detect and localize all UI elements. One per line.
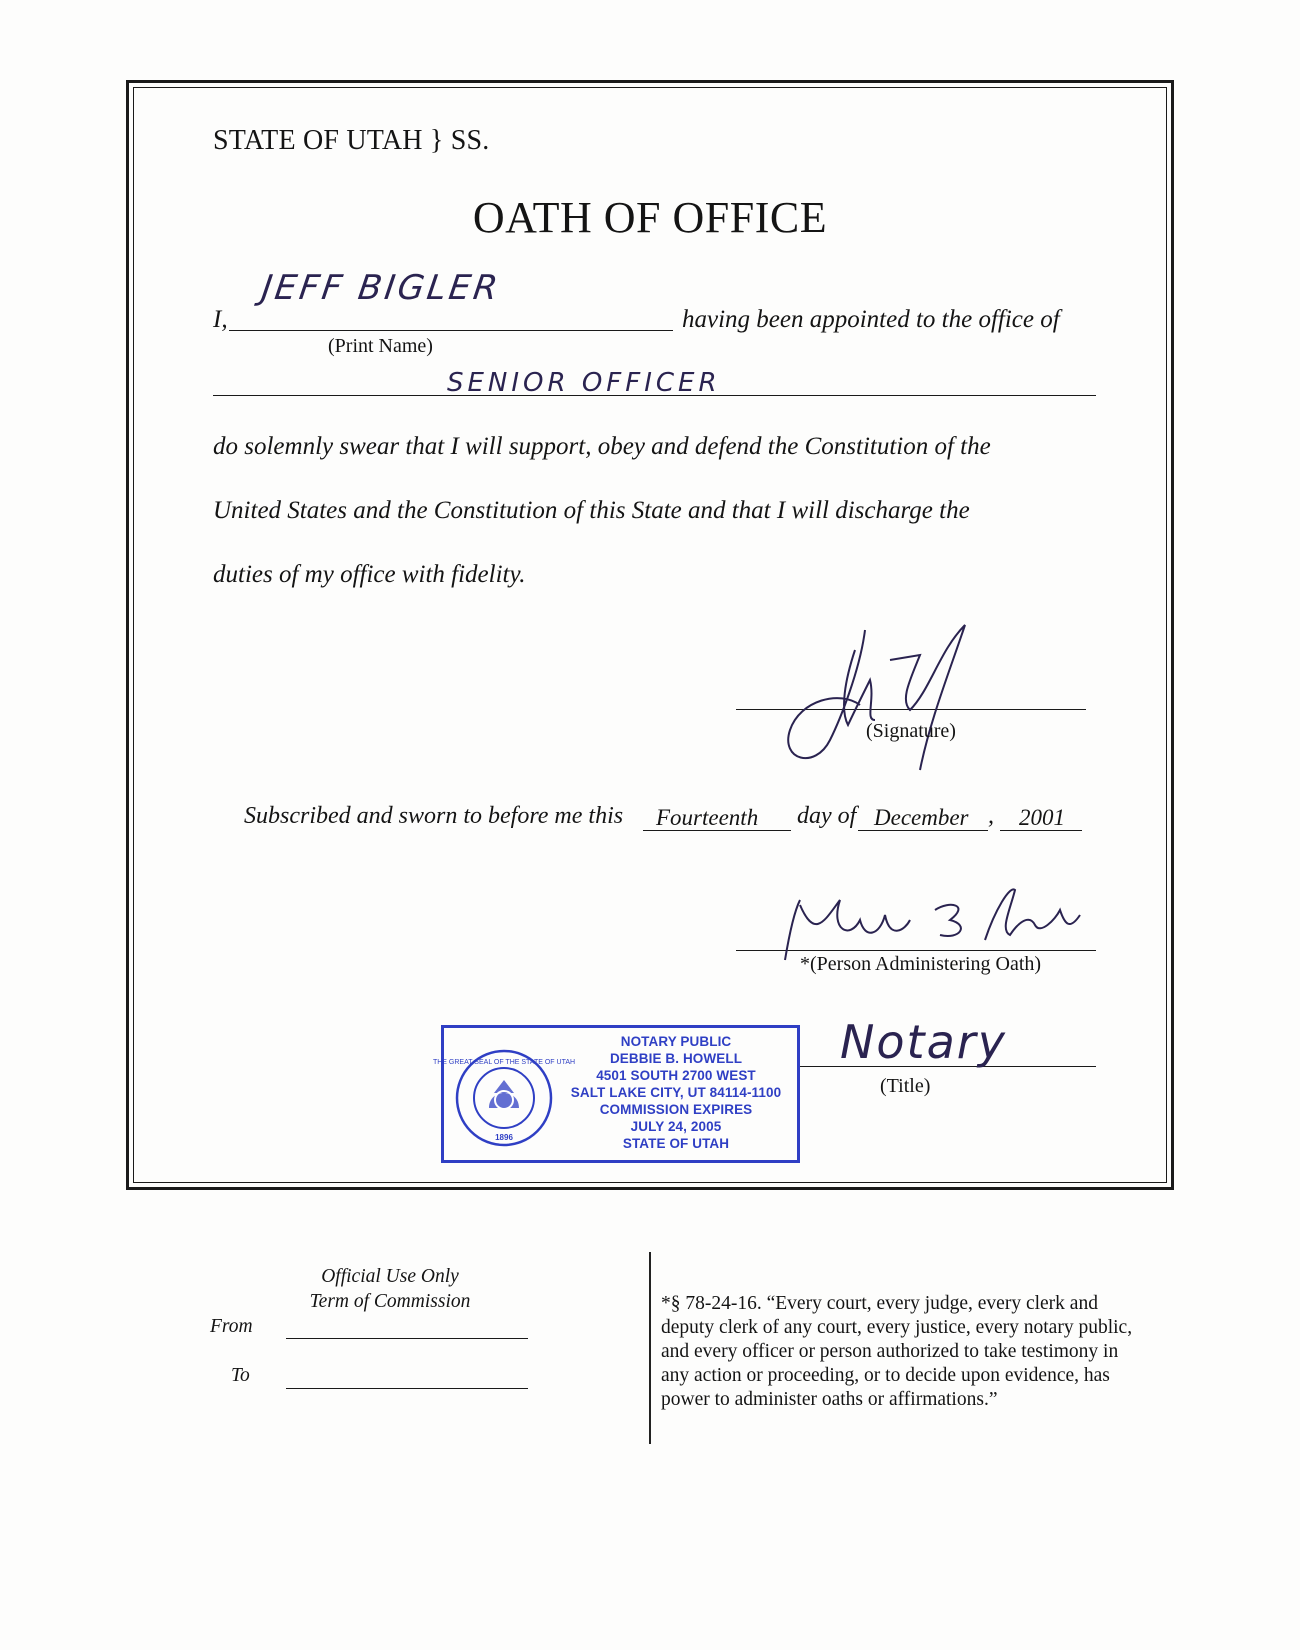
office-handwritten: SENIOR OFFICER — [447, 368, 721, 398]
print-name-label: (Print Name) — [328, 335, 433, 357]
stamp-line: SALT LAKE CITY, UT 84114-1100 — [570, 1085, 782, 1100]
oath-text-line-1: do solemnly swear that I will support, obey and defend the Constitution of the — [213, 433, 991, 460]
title-handwritten: Notary — [840, 1015, 1007, 1069]
seal-year-text: 1896 — [495, 1133, 513, 1142]
comma-text: , — [988, 803, 994, 829]
from-label: From — [210, 1316, 253, 1337]
stamp-text-block — [556, 1033, 796, 1152]
intro-prefix: I, — [213, 306, 228, 333]
term-heading: Term of Commission — [309, 1291, 471, 1312]
stamp-line: COMMISSION EXPIRES — [599, 1102, 753, 1117]
statute-footnote: *§ 78-24-16. “Every court, every judge, every clerk and deputy clerk of any court, every justice, every notary public, and every officer or person authorized to take testimony in any action or proceeding, or to decide upon evidence, has power to administer oaths or affirmations.” — [661, 1293, 1133, 1410]
stamp-line: STATE OF UTAH — [622, 1136, 730, 1151]
form-border-inner — [133, 87, 1167, 1183]
notary-stamp — [432, 1025, 800, 1163]
seal-ring-text: THE GREAT SEAL OF THE STATE OF UTAH — [432, 1059, 576, 1066]
to-label: To — [231, 1365, 250, 1386]
name-field-line[interactable] — [229, 330, 673, 331]
bottom-divider — [649, 1252, 651, 1444]
title-label: (Title) — [880, 1075, 931, 1097]
year-value: 2001 — [1019, 805, 1065, 830]
appointed-text: having been appointed to the office of — [682, 306, 1060, 333]
signature-label: (Signature) — [866, 720, 956, 742]
oath-text-line-3: duties of my office with fidelity. — [213, 561, 526, 588]
stamp-line: JULY 24, 2005 — [630, 1119, 722, 1134]
state-seal-icon — [432, 1048, 576, 1148]
document-title: OATH OF OFFICE — [472, 193, 828, 242]
state-venue-line: STATE OF UTAH } SS. — [213, 125, 490, 156]
stamp-line: NOTARY PUBLIC — [620, 1034, 732, 1049]
month-value: December — [874, 805, 969, 830]
oath-text-line-2: United States and the Constitution of this State and that I will discharge the — [213, 497, 970, 524]
stamp-line: DEBBIE B. HOWELL — [609, 1051, 743, 1066]
name-handwritten: JEFF BIGLER — [259, 268, 503, 308]
administering-label: *(Person Administering Oath) — [800, 953, 1042, 975]
stamp-line: 4501 SOUTH 2700 WEST — [596, 1068, 756, 1083]
from-field-line[interactable] — [286, 1338, 528, 1339]
to-field-line[interactable] — [286, 1388, 528, 1389]
day-value: Fourteenth — [656, 805, 759, 830]
subscribed-text: Subscribed and sworn to before me this — [244, 803, 624, 829]
day-of-text: day of — [797, 803, 857, 829]
official-use-heading: Official Use Only — [321, 1266, 459, 1287]
signature-image — [770, 620, 1010, 790]
